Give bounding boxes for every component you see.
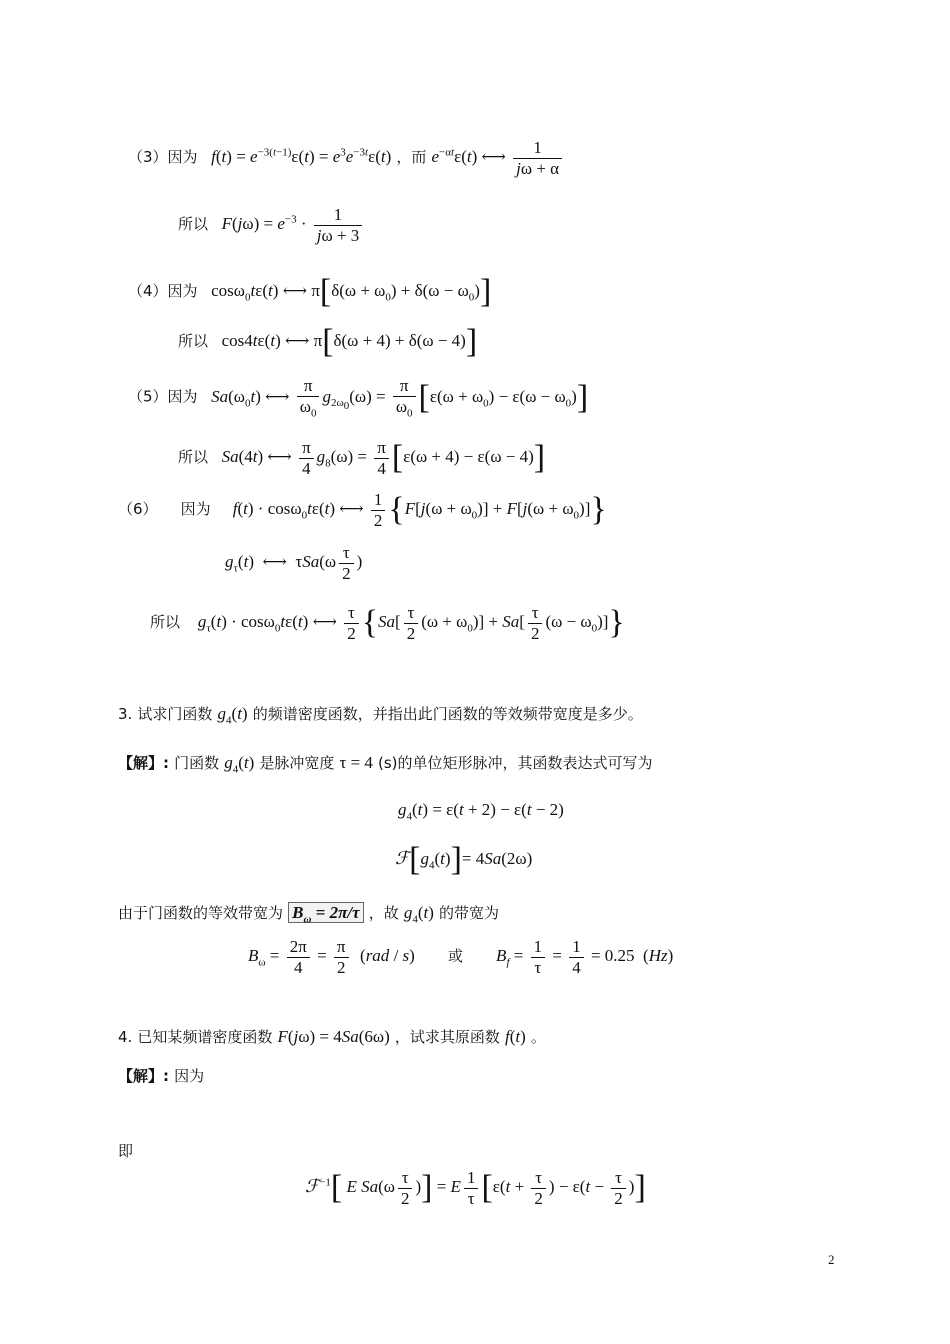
bandwidth-hz: $B_f$ = $\frac{1}{\tau}$ = $\frac{1}{4}$ = 0.25 (Hz) [496, 937, 674, 977]
item-6-formula: f(t) · cosω$_0$tε(t) ⟷ $\frac{1}{2}$ $\{F[j(\omega + \omega_0)] + F[j(\omega + \omega_0)]\}$ [232, 490, 607, 530]
item-6-line-3 [150, 603, 625, 643]
question-4 [118, 1026, 546, 1047]
item-5-line-1 [128, 376, 588, 420]
item-6-label: （6） [118, 499, 158, 518]
question-3-solution-line-1 [118, 752, 653, 775]
item-4-formula: cosω$_0$tε(t) ⟷ $\pi[\delta(\omega + \omega_0) + \delta(\omega - \omega_0)]$ [202, 273, 492, 310]
question-4-ie-text: 即 [118, 1142, 134, 1160]
item-3-connector: ，而 [396, 147, 427, 166]
item-4-line-2 [178, 325, 477, 359]
question-3-solution-b: 是脉冲宽度 [259, 754, 335, 772]
question-4-solution-a: 因为 [174, 1067, 205, 1085]
question-3-number: 3. [118, 705, 133, 723]
item-3-result: $F(j\omega) = e^{-3}$ · $\frac{1}{j\omega + 3}$ [213, 214, 365, 233]
item-4-so: 所以 [178, 331, 209, 350]
page-number: 2 [828, 1252, 835, 1267]
question-3-text-b: 的频谱密度函数，并指出此门函数的等效频带宽度是多少。 [252, 705, 643, 723]
question-4-solution-line [118, 1065, 204, 1086]
question-3-bandwidth-line [118, 902, 499, 925]
bandwidth-or: 或 [447, 946, 463, 965]
item-5-line-2 [178, 438, 545, 478]
question-3-solution-c: (s)的单位矩形脉冲，其函数表达式可写为 [378, 754, 653, 772]
question-3-text-a: 试求门函数 [137, 705, 213, 723]
item-3-line-2 [178, 205, 365, 245]
question-4-spectrum: F(jω) = 4Sa(6ω) [277, 1027, 390, 1046]
item-5-label: （5）因为 [128, 387, 198, 406]
question-4-ie [118, 1140, 133, 1161]
question-4-text-b: ，试求其原函数 [394, 1028, 500, 1046]
item-6-result: $g_\tau(t) \cdot \cos\omega_0t\varepsilon(t)$ ⟷ $\frac{\tau}{2}$ {Sa[ $\frac{\tau}{2}$ $(\omega + \omega_0)] + Sa$[ $\frac{\tau}{2}$ $(\omega - \omega_0)$]} [197, 603, 625, 643]
question-4-solution-label: 【解】: [118, 1067, 169, 1085]
item-5-formula: $Sa(\omega_0t)$ ⟷ $\frac{\pi}{\omega_0}$ $g_{2\omega_0}(\omega)$ = $\frac{\pi}{\omega_0}$ $[\varepsilon(\omega + \omega_0) - \varepsilon(\omega - \omega_0)]$ [211, 376, 589, 419]
question-3-bandwidth-gate: $g_4(t)$ [403, 903, 434, 926]
item-6-so: 所以 [150, 612, 181, 631]
item-5-so: 所以 [178, 447, 209, 466]
question-4-number: 4. [118, 1028, 133, 1046]
question-3-equation-1: $g_4(t) = \varepsilon(t + 2) - \varepsilon(t - 2)$ [398, 800, 564, 823]
item-4-line-1 [128, 275, 491, 309]
bandwidth-omega: $B_\omega$ = $\frac{2\pi}{4}$ = $\frac{\pi}{2}$ (rad / s) [248, 937, 415, 977]
item-3-label: （3）因为 [128, 147, 198, 166]
item-3-so: 所以 [178, 214, 209, 233]
question-3-solution-gate: $g_4(t)$ [224, 753, 255, 776]
question-4-inverse-equation: ℱ$^{-1}$[ E Sa(ω $\frac{\tau}{2}$ )] = E $\frac{1}{\tau}$ [ε(t + $\frac{\tau}{2}$ ) − ε(t − $\frac{\tau}{2}$ )] [305, 1168, 646, 1208]
item-3-line-1 [128, 138, 565, 178]
item-6-line-1 [118, 490, 607, 530]
question-3-solution-tau: τ = 4 [339, 753, 373, 772]
question-3-solution-label: 【解】: [118, 754, 169, 772]
question-3-equation-2: $ℱ[g_4(t)]= 4Sa(2\omega)$ [395, 841, 533, 878]
question-3-bandwidth-c: 的带宽为 [439, 904, 500, 922]
question-3 [118, 703, 643, 726]
question-3-bandwidth-a: 由于门函数的等效带宽为 [118, 904, 284, 922]
item-3-transform-pair: $e^{-\alpha t}\varepsilon(t)$ ⟷ $\frac{1}{j\omega + \alpha}$ [431, 147, 565, 166]
item-4-label: （4）因为 [128, 281, 198, 300]
item-5-result: Sa(4t) ⟷ $\frac{\pi}{4}$ $g_8(\omega)$ = $\frac{\pi}{4}$ [ε(ω + 4) − ε(ω − 4)] [221, 438, 546, 478]
question-4-text-a: 已知某频谱密度函数 [137, 1028, 273, 1046]
question-3-bandwidth-b: ，故 [368, 904, 399, 922]
item-6-because: 因为 [180, 499, 211, 518]
question-3-bandwidth-values [248, 937, 673, 977]
item-4-result: cos4tε(t) ⟷ π[δ(ω + 4) + δ(ω − 4)] [213, 323, 478, 360]
question-4-text-c: 。 [530, 1028, 546, 1046]
item-3-formula: $f(t) = e^{-3(t-1)}\varepsilon(t) = e^3e^{-3t}\varepsilon(t)$ [211, 146, 392, 166]
item-6-gate-pair: $g_\tau(t)$ ⟷ τSa(ω $\frac{\tau}{2}$ ) [225, 543, 363, 583]
question-3-solution-a: 门函数 [174, 754, 220, 772]
question-3-gate: $g_4(t)$ [217, 704, 248, 727]
bandwidth-formula-box: $B_\omega = 2\pi/\tau$ [288, 902, 364, 923]
question-4-f: f(t) [504, 1027, 526, 1046]
item-6-line-2 [225, 543, 362, 583]
